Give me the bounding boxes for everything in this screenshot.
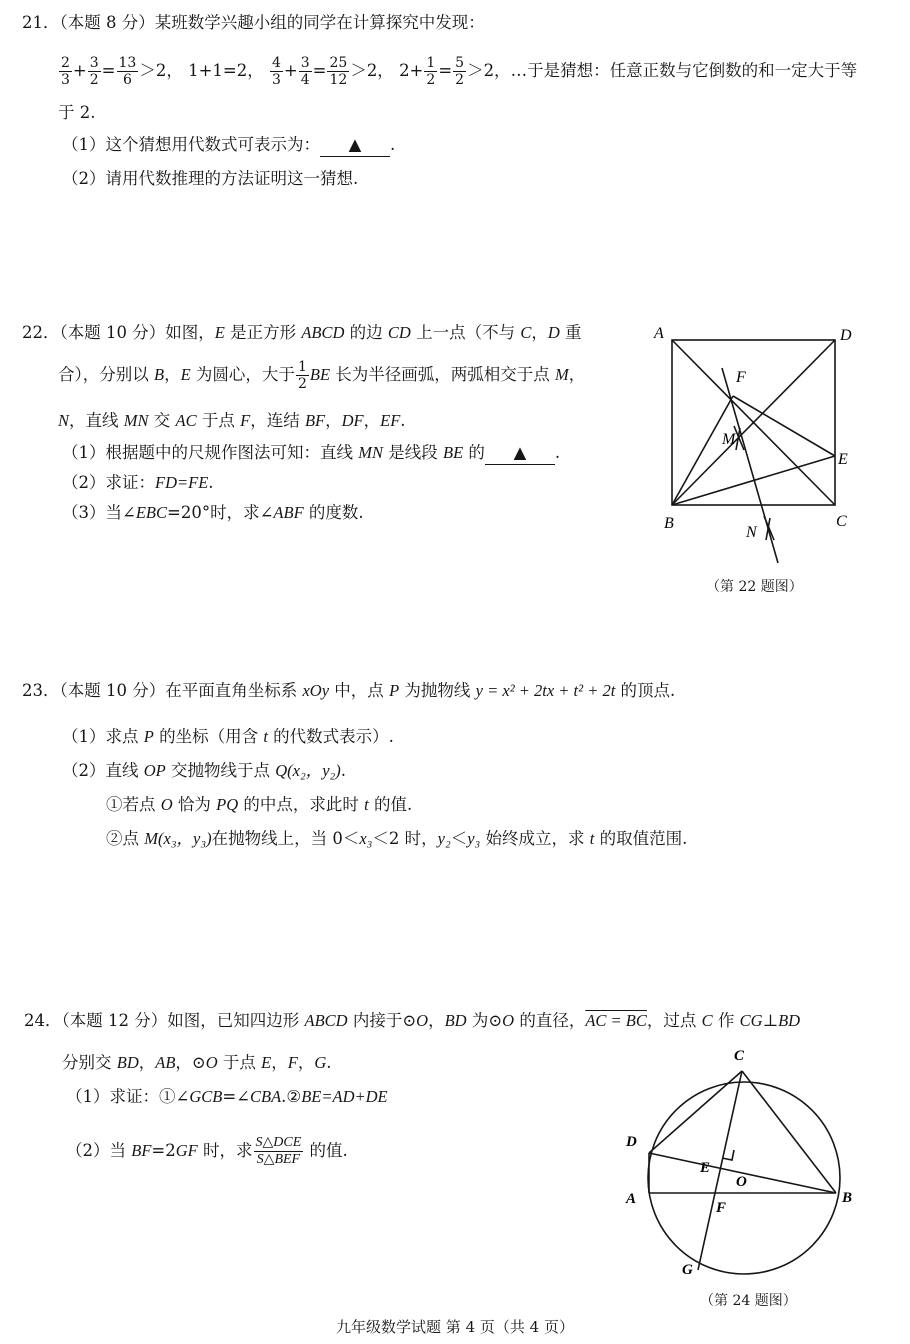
fraction-half: $\frac{1}{2}$ bbox=[297, 359, 307, 392]
q21-line3: 于 2. bbox=[58, 103, 96, 122]
q21-examples: $\frac{2}{3}$ + $\frac{3}{2}$ = $\frac{13}{6}$ ＞2， 1+1=2， $\frac{4}{3}$ + $\frac{3}{4}$ = $\frac{25}{12}$ ＞2， 2+ $\frac{1}{2}$ = $\frac{5}{2}$ ＞2，…于是猜想：任意正数与它倒数的和一定大于等 bbox=[61, 55, 858, 88]
chord-cb bbox=[742, 1071, 836, 1193]
arc-equality: AC = BC bbox=[585, 1011, 647, 1030]
label-d: D bbox=[626, 1134, 637, 1150]
q22-part2: （2）求证：FD=FE. bbox=[62, 473, 214, 492]
fraction: $\frac{3}{4}$ bbox=[300, 55, 310, 88]
q23-sub2: ②点 M(x₃，y₃)在抛物线上，当 0＜x₃＜2 时，y₂＜y₃ 始终成立，求 t 的取值范围. bbox=[106, 829, 688, 848]
q23-sub1: ①若点 O 恰为 PQ 的中点，求此时 t 的值. bbox=[106, 795, 413, 814]
q22-part3: （3）当∠EBC=20°时，求∠ABF 的度数. bbox=[62, 503, 364, 522]
q22-line1: 22．（本题 10 分）如图，E 是正方形 ABCD 的边 CD 上一点（不与 C，D 重 bbox=[22, 323, 582, 342]
label-n: N bbox=[746, 524, 757, 541]
q22-figure bbox=[650, 318, 870, 573]
label-c: C bbox=[836, 513, 847, 530]
label-c: C bbox=[734, 1048, 745, 1064]
fraction: $\frac{1}{2}$ bbox=[426, 55, 436, 88]
page-footer: 九年级数学试题 第 4 页（共 4 页） bbox=[336, 1318, 574, 1336]
fraction: $\frac{13}{6}$ bbox=[118, 55, 137, 88]
fraction: $\frac{3}{2}$ bbox=[89, 55, 99, 88]
segment-fe bbox=[733, 396, 835, 456]
label-d: D bbox=[840, 327, 852, 344]
label-g: G bbox=[682, 1262, 693, 1278]
q23-part1: （1）求点 P 的坐标（用含 t 的代数式表示）. bbox=[62, 727, 394, 746]
q24-part1: （1）求证：①∠GCB=∠CBA.②BE=AD+DE bbox=[66, 1087, 388, 1106]
q24-line2: 分别交 BD，AB，⊙O 于点 E，F，G. bbox=[62, 1053, 332, 1072]
q22-caption: （第 22 题图） bbox=[706, 579, 803, 595]
q21-part1: （1）这个猜想用代数式可表示为： ▲ . bbox=[62, 134, 395, 157]
answer-blank: ▲ bbox=[485, 442, 555, 465]
q24-caption: （第 24 题图） bbox=[700, 1293, 797, 1309]
label-e: E bbox=[700, 1160, 711, 1176]
fraction: $\frac{25}{12}$ bbox=[329, 55, 348, 88]
area-ratio-fraction: $\frac{\text{S△DCE}}{\text{S△BEF}}$ bbox=[255, 1135, 302, 1167]
label-f: F bbox=[736, 369, 746, 386]
label-b: B bbox=[664, 515, 674, 532]
q23-line1: 23．（本题 10 分）在平面直角坐标系 xOy 中，点 P 为抛物线 y = x² + 2tx + t² + 2t 的顶点. bbox=[22, 681, 676, 700]
arc-n bbox=[764, 516, 774, 540]
q24-line1: 24．（本题 12 分）如图，已知四边形 ABCD 内接于⊙O，BD 为⊙O 的直径，AC = BC，过点 C 作 CG⊥BD bbox=[24, 1011, 801, 1030]
fraction: $\frac{4}{3}$ bbox=[271, 55, 281, 88]
label-e: E bbox=[838, 451, 848, 468]
answer-blank: ▲ bbox=[320, 134, 390, 157]
label-a: A bbox=[654, 325, 664, 342]
label-b: B bbox=[842, 1190, 853, 1206]
label-f: F bbox=[716, 1200, 727, 1216]
q24-part2: （2）当 BF=2GF 时，求 $\frac{\text{S△DCE}}{\text{S△BEF}}$ 的值. bbox=[66, 1135, 348, 1167]
q21-heading: 21．（本题 8 分）某班数学兴趣小组的同学在计算探究中发现： bbox=[22, 13, 485, 32]
q23-part2: （2）直线 OP 交抛物线于点 Q(x₂，y₂). bbox=[62, 761, 347, 780]
label-a: A bbox=[626, 1191, 637, 1207]
fraction: $\frac{5}{2}$ bbox=[455, 55, 465, 88]
fraction: $\frac{2}{3}$ bbox=[61, 55, 70, 88]
label-m: M bbox=[722, 431, 736, 448]
q22-line3: N，直线 MN 交 AC 于点 F，连结 BF，DF，EF. bbox=[58, 411, 406, 430]
q21-part2: （2）请用代数推理的方法证明这一猜想. bbox=[62, 169, 359, 188]
q22-line2: 合），分别以 B，E 为圆心，大于 $\frac{1}{2}$ BE 长为半径画弧，两弧相交于点 M， bbox=[58, 359, 586, 392]
label-o: O bbox=[736, 1174, 747, 1190]
q24-figure bbox=[618, 1040, 858, 1290]
q22-part1: （1）根据题中的尺规作图法可知：直线 MN 是线段 BE 的 ▲ . bbox=[62, 442, 560, 465]
chord-dc bbox=[649, 1071, 742, 1153]
